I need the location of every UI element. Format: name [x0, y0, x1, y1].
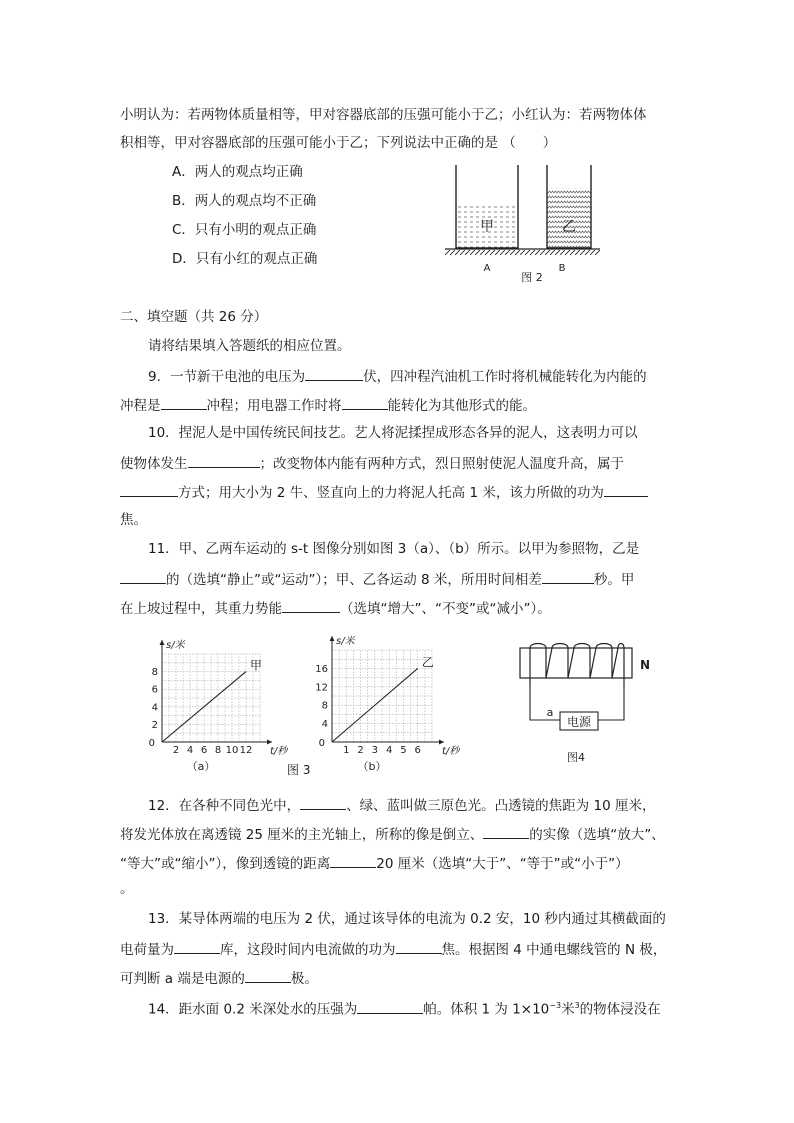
answer-blank[interactable]: [120, 482, 178, 497]
answer-blank[interactable]: [542, 569, 594, 584]
chart-caption: （b）: [357, 760, 387, 772]
x-tick-label: 4: [186, 745, 194, 756]
y-tick-label: 16: [315, 663, 328, 675]
section-instruction: 请将结果填入答题纸的相应位置。: [148, 338, 351, 354]
q12-line-2: 将发光体放在离透镜 25 厘米的主光轴上，所称的像是倒立、 的实像（选填“放大”、: [120, 824, 665, 844]
series-label: 甲: [250, 658, 263, 673]
section-title: 二、填空题（共 26 分）: [120, 309, 268, 325]
x-tick-label: 1: [343, 745, 350, 756]
q8-line-1: 小明认为：若两物体质量相等，甲对容器底部的压强可能小于乙；小红认为：若两物体体: [120, 107, 647, 123]
answer-blank[interactable]: [483, 824, 529, 839]
y-tick-label: 6: [151, 684, 158, 696]
y-tick-label: 8: [321, 700, 328, 712]
y-tick-label: 4: [321, 719, 328, 731]
answer-blank[interactable]: [174, 939, 220, 954]
origin-label: 0: [318, 738, 325, 749]
q8-option-a: A．两人的观点均正确: [172, 164, 303, 180]
y-axis-arrow: [330, 636, 335, 641]
q13-line-1: 13．某导体两端的电压为 2 伏，通过该导体的电流为 0.2 安，10 秒内通过其横截面的: [148, 911, 666, 927]
label-yi: 乙: [562, 219, 576, 235]
q12-line-1: 12．在各种不同色光中， 、绿、蓝叫做三原色光。凸透镜的焦距为 10 厘米，: [148, 795, 655, 815]
q10-line-3: 方式；用大小为 2 牛、竖直向上的力将泥人托高 1 米，该力所做的功为: [120, 482, 648, 502]
figure-3-caption: 图 3: [287, 763, 311, 777]
y-axis-arrow: [160, 640, 165, 645]
answer-blank[interactable]: [245, 968, 291, 983]
power-source-label: 电源: [566, 715, 592, 729]
x-tick-label: 6: [414, 745, 421, 756]
x-tick-label: 10: [225, 745, 239, 756]
x-axis-arrow: [267, 740, 272, 745]
figure-2-containers: [440, 160, 610, 290]
x-tick-label: 8: [214, 745, 222, 756]
y-axis-label: s/米: [166, 640, 185, 651]
x-tick-label: 2: [357, 745, 364, 756]
answer-blank[interactable]: [330, 853, 376, 868]
x-tick-label: 3: [371, 745, 379, 756]
label-jia: 甲: [480, 219, 494, 235]
answer-blank[interactable]: [282, 598, 340, 613]
x-axis-arrow: [439, 740, 444, 745]
answer-blank[interactable]: [188, 453, 260, 468]
q8-line-2: 积相等，甲对容器底部的压强可能小于乙；下列说法中正确的是 （ ）: [120, 135, 557, 151]
label-a: A: [483, 263, 491, 274]
q8-option-c: C．只有小明的观点正确: [172, 222, 317, 238]
north-pole-label: N: [640, 658, 651, 672]
q10-line-1: 10．捏泥人是中国传统民间技艺。艺人将泥揉捏成形态各异的泥人，这表明力可以: [148, 425, 638, 441]
x-tick-label: 2: [172, 745, 180, 756]
y-tick-label: 2: [151, 719, 158, 731]
y-tick-label: 4: [151, 702, 158, 714]
x-tick-label: 6: [200, 745, 208, 756]
series-label: 乙: [421, 655, 434, 670]
q9-line-1: 9．一节新干电池的电压为 伏，四冲程汽油机工作时将机械能转化为内能的: [148, 366, 647, 386]
x-tick-label: 4: [385, 745, 393, 756]
terminal-a-label: a: [546, 706, 554, 719]
q9-line-2: 冲程是 冲程；用电器工作时将 能转化为其他形式的能。: [120, 395, 536, 415]
answer-blank[interactable]: [604, 482, 648, 497]
q11-line-3: 在上坡过程中，其重力势能 （选填“增大”、“不变”或“减小”）。: [120, 598, 551, 618]
q11-line-2: 的（选填“静止”或“运动”）；甲、乙各运动 8 米，所用时间相差 秒。甲: [120, 569, 634, 589]
q13-line-3: 可判断 a 端是电源的 极。: [120, 968, 318, 988]
answer-blank[interactable]: [305, 366, 363, 381]
y-tick-label: 12: [315, 682, 328, 694]
q12-line-3: “等大”或“缩小”），像到透镜的距离 20 厘米（选填“大于”、“等于”或“小于”）: [120, 853, 629, 873]
q13-line-2: 电荷量为 库，这段时间内电流做的功为 焦。根据图 4 中通电螺线管的 N 极，: [120, 939, 666, 959]
answer-blank[interactable]: [357, 999, 423, 1014]
q10-line-4: 焦。: [120, 512, 147, 528]
chart-b-s-t-graph: [308, 624, 463, 772]
x-axis-label: t/秒: [442, 746, 460, 757]
q11-line-1: 11．甲、乙两车运动的 s-t 图像分别如图 3（a）、（b）所示。以甲为参照物，乙是: [148, 541, 640, 557]
chart-caption: （a）: [186, 760, 216, 772]
figure-4-caption: 图4: [567, 751, 585, 764]
q10-line-2: 使物体发生 ；改变物体内能有两种方式，烈日照射使泥人温度升高，属于: [120, 453, 624, 473]
ground-hatch: [445, 250, 600, 255]
y-tick-label: 8: [151, 667, 158, 679]
origin-label: 0: [148, 738, 155, 749]
answer-blank[interactable]: [120, 569, 166, 584]
q8-option-b: B．两人的观点均不正确: [172, 193, 317, 209]
chart-a-s-t-graph: [140, 624, 290, 772]
label-b: B: [558, 263, 566, 274]
answer-blank[interactable]: [300, 795, 346, 810]
x-axis-label: t/秒: [270, 746, 288, 757]
y-axis-label: s/米: [336, 636, 355, 647]
solenoid-coil: [530, 644, 624, 687]
q8-option-d: D．只有小红的观点正确: [172, 251, 318, 267]
figure-4-solenoid-circuit: [512, 640, 662, 770]
x-tick-label: 12: [239, 745, 253, 756]
answer-blank[interactable]: [342, 395, 388, 410]
container-b-liquid: [547, 188, 591, 248]
figure-2-caption: 图 2: [521, 271, 543, 284]
answer-blank[interactable]: [161, 395, 207, 410]
x-tick-label: 5: [400, 745, 407, 756]
q12-line-4: 。: [120, 881, 134, 897]
answer-blank[interactable]: [396, 939, 442, 954]
q14-line-1: 14．距水面 0.2 米深处水的压强为 帕。体积 1 为 $1\times 10^{-3}$米$^3$的物体浸没在: [148, 997, 661, 1019]
